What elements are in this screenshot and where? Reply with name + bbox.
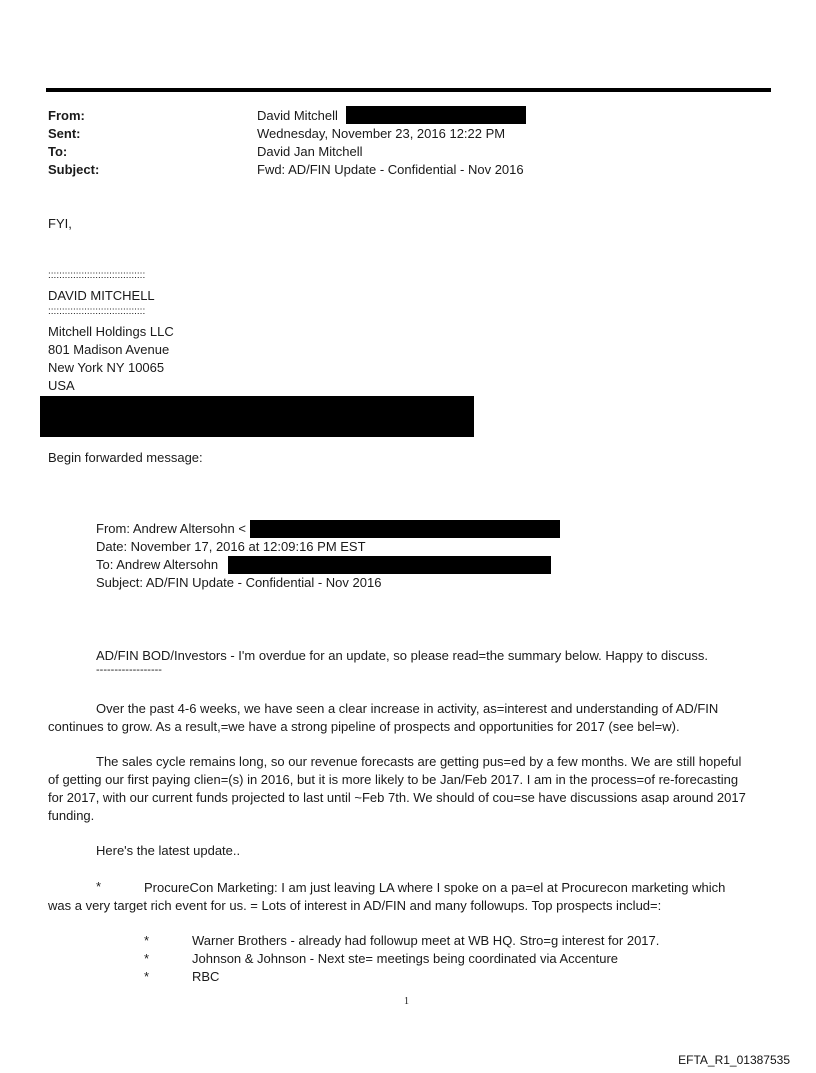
sub-bullet-marker: * (144, 933, 150, 948)
signature-name: DAVID MITCHELL (48, 288, 155, 303)
signature-company: Mitchell Holdings LLC (48, 324, 174, 339)
forwarded-to: To: Andrew Altersohn (96, 557, 219, 572)
body-paragraph-1 (48, 700, 748, 736)
body-paragraph-1-text: Over the past 4-6 weeks, we have seen a clear increase in activity, as=interest and understanding of AD/FIN continues to grow. As a result,=we have a strong pipeline of prospects and opportunities for 2017 (see bel=w). (48, 701, 719, 734)
sub-bullet-marker: * (144, 969, 150, 984)
body-paragraph-2 (48, 753, 748, 825)
redaction-signature-block (40, 396, 474, 437)
redaction-forwarded-to-email (228, 556, 551, 574)
sub-bullet-rbc: RBC (192, 969, 220, 984)
document-id: EFTA_R1_01387535 (678, 1053, 790, 1067)
sub-bullet-jnj: Johnson & Johnson - Next ste= meetings being coordinated via Accenture (192, 951, 619, 966)
from-label: From: (48, 108, 85, 123)
redaction-from-email (346, 106, 526, 124)
signature-address2: New York NY 10065 (48, 360, 165, 375)
subject-label: Subject: (48, 162, 100, 177)
forwarded-from: From: Andrew Altersohn < (96, 521, 246, 536)
from-value: David Mitchell (257, 108, 338, 123)
signature-divider-bottom: ::::::::::::::::::::::::::::::::::: (48, 306, 146, 317)
bullet-procurecon-text: ProcureCon Marketing: I am just leaving LA where I spoke on a pa=el at Procurecon marketing which was a very target rich event for us. = Lots of interest in AD/FIN and many followups. Top prospects includ=: (48, 880, 726, 913)
redaction-forwarded-from-email (250, 520, 560, 538)
signature-country: USA (48, 378, 75, 393)
sent-value: Wednesday, November 23, 2016 12:22 PM (257, 126, 506, 141)
body-paragraph-2-text: The sales cycle remains long, so our revenue forecasts are getting pus=ed by a few months. We are still hopeful of getting our first paying clien=(s) in 2016, but it is more likely to be Jan/Feb 2017. I am in the process=of re-forecasting for 2017, with our current funds projected to last until ~Feb 7th. We should of cou=se have discussions asap around 2017 funding. (48, 754, 746, 823)
forwarded-intro: Begin forwarded message: (48, 450, 203, 465)
sub-bullet-marker: * (144, 951, 150, 966)
sub-bullet-warner: Warner Brothers - already had followup meet at WB HQ. Stro=g interest for 2017. (192, 933, 660, 948)
forwarded-date: Date: November 17, 2016 at 12:09:16 PM EST (96, 539, 366, 554)
body-paragraph-3: Here's the latest update.. (96, 843, 241, 858)
subject-value: Fwd: AD/FIN Update - Confidential - Nov 2016 (257, 162, 524, 177)
body-intro-line: AD/FIN BOD/Investors - I'm overdue for an update, so please read=the summary below. Happy to discuss. (96, 648, 708, 663)
bullet-marker: * (96, 879, 102, 894)
signature-address1: 801 Madison Avenue (48, 342, 170, 357)
body-separator: ------------------ (96, 664, 162, 676)
page-number: 1 (404, 996, 409, 1007)
greeting: FYI, (48, 216, 72, 231)
bullet-procurecon (48, 879, 748, 915)
to-value: David Jan Mitchell (257, 144, 363, 159)
to-label: To: (48, 144, 68, 159)
sent-label: Sent: (48, 126, 81, 141)
forwarded-subject: Subject: AD/FIN Update - Confidential - Nov 2016 (96, 575, 382, 590)
signature-divider-top: ::::::::::::::::::::::::::::::::::: (48, 270, 146, 281)
header-rule (46, 88, 771, 92)
